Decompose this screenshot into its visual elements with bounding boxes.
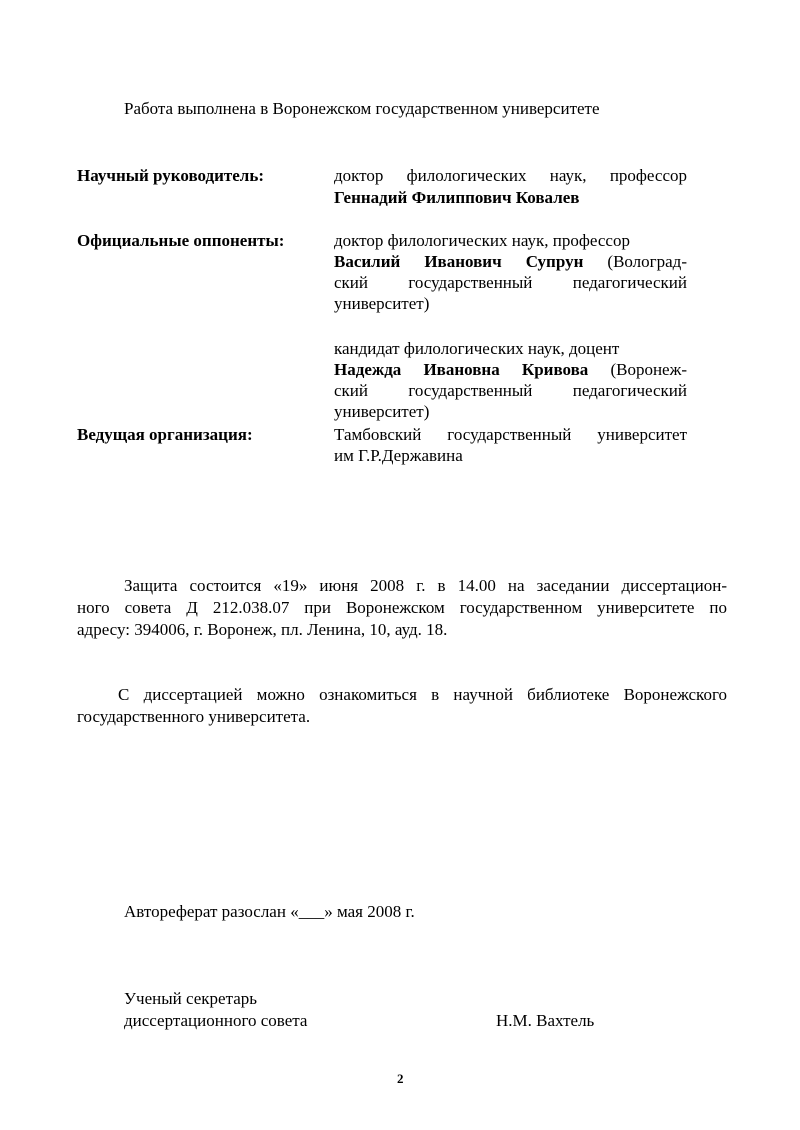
opponent-2-name: Надежда Ивановна Кривова	[334, 360, 589, 379]
opponent-1-line1	[334, 251, 687, 272]
opponent-2-line3: университет)	[334, 402, 430, 421]
defense-line3: адресу: 394006, г. Воронеж, пл. Ленина, 10, ауд. 18.	[77, 620, 448, 639]
opponent-1-affiliation-start: (Волоград-	[607, 252, 687, 271]
page-number: 2	[397, 1071, 404, 1086]
leading-org-label: Ведущая организация:	[77, 425, 253, 444]
library-line1: С диссертацией можно ознакомиться в научной библиотеке Воронежского	[118, 685, 727, 704]
opponent-2-line2: ский государственный педагогический	[334, 381, 687, 400]
supervisor-label: Научный руководитель:	[77, 166, 264, 185]
opponent-2-affiliation-start: (Воронеж-	[610, 360, 687, 379]
opponents-label: Официальные оппоненты:	[77, 231, 285, 250]
leading-org-line1: Тамбовский государственный университет	[334, 425, 687, 444]
supervisor-degree: доктор филологических наук, профессор	[334, 166, 687, 185]
header-line: Работа выполнена в Воронежском государственном университете	[124, 99, 600, 118]
secretary-title-line1: Ученый секретарь	[124, 989, 258, 1008]
supervisor-name: Геннадий Филиппович Ковалев	[334, 188, 580, 207]
defense-line2: ного совета Д 212.038.07 при Воронежском государственном университете по	[77, 598, 727, 617]
secretary-name: Н.М. Вахтель	[496, 1011, 595, 1030]
opponent-1-line2: ский государственный педагогический	[334, 273, 687, 292]
library-line2: государственного университета.	[77, 707, 311, 726]
leading-org-line2: им Г.Р.Державина	[334, 446, 463, 465]
secretary-title-line2: диссертационного совета	[124, 1011, 308, 1030]
opponent-2-line1	[334, 359, 687, 380]
defense-line1: Защита состоится «19» июня 2008 г. в 14.00 на заседании диссертацион-	[124, 576, 727, 595]
opponent-1-line3: университет)	[334, 294, 430, 313]
opponent-1-degree: доктор филологических наук, профессор	[334, 231, 630, 250]
sent-date-line: Автореферат разослан «___» мая 2008 г.	[124, 902, 415, 921]
opponent-2-degree: кандидат филологических наук, доцент	[334, 339, 620, 358]
opponent-1-name: Василий Иванович Супрун	[334, 252, 584, 271]
